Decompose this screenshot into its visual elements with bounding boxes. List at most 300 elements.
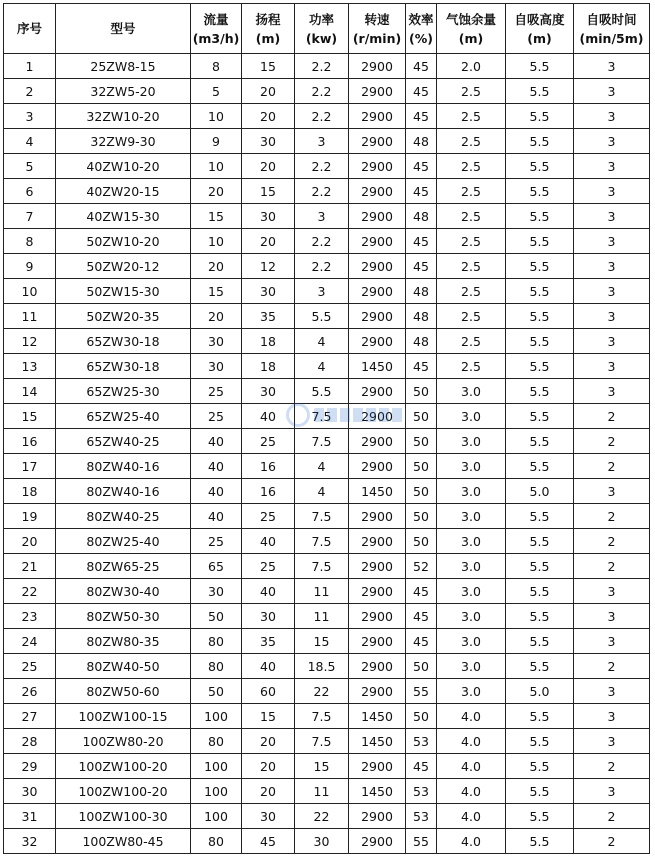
table-cell: 50 [406,404,437,429]
table-cell: 5.5 [506,104,574,129]
table-cell: 3 [574,154,650,179]
table-cell: 11 [295,579,349,604]
table-cell: 7.5 [295,704,349,729]
table-cell: 80ZW50-30 [56,604,191,629]
table-row [4,179,650,204]
table-cell: 5 [4,154,56,179]
table-cell: 45 [242,829,295,854]
table-cell: 45 [406,229,437,254]
table-cell: 3 [574,579,650,604]
table-cell: 5.5 [506,304,574,329]
table-cell: 2900 [349,179,406,204]
table-cell: 20 [242,104,295,129]
table-cell: 50 [191,679,242,704]
table-cell: 25 [4,654,56,679]
table-cell: 48 [406,279,437,304]
table-cell: 12 [242,254,295,279]
table-cell: 100ZW100-30 [56,804,191,829]
table-cell: 3.0 [437,654,506,679]
table-cell: 11 [295,779,349,804]
table-cell: 25 [242,429,295,454]
table-cell: 3 [574,604,650,629]
table-cell: 50ZW20-12 [56,254,191,279]
table-cell: 3 [295,129,349,154]
table-cell: 15 [242,54,295,79]
table-cell: 16 [242,454,295,479]
table-cell: 5.5 [506,504,574,529]
table-cell: 5.5 [506,554,574,579]
table-cell: 2 [574,829,650,854]
table-cell: 2900 [349,254,406,279]
table-cell: 80 [191,829,242,854]
table-cell: 15 [242,704,295,729]
table-cell: 3 [574,329,650,354]
table-cell: 3 [4,104,56,129]
table-cell: 35 [242,629,295,654]
table-cell: 2900 [349,579,406,604]
table-cell: 15 [295,754,349,779]
table-cell: 1 [4,54,56,79]
table-cell: 2900 [349,104,406,129]
table-cell: 2 [574,754,650,779]
column-header-label: 气蚀余量 [445,11,496,27]
table-cell: 12 [4,329,56,354]
table-row [4,454,650,479]
table-cell: 3.0 [437,504,506,529]
column-header-label: 转速 [364,11,390,27]
table-cell: 6 [4,179,56,204]
table-cell: 8 [4,229,56,254]
table-cell: 80ZW40-16 [56,479,191,504]
table-cell: 3.0 [437,379,506,404]
table-cell: 2900 [349,154,406,179]
table-cell: 3 [574,354,650,379]
table-row [4,129,650,154]
table-cell: 7.5 [295,504,349,529]
table-row [4,829,650,854]
table-row [4,554,650,579]
table-cell: 20 [4,529,56,554]
table-cell: 30 [191,579,242,604]
table-cell: 2 [574,404,650,429]
table-cell: 40 [242,654,295,679]
table-row [4,204,650,229]
table-cell: 45 [406,54,437,79]
table-cell: 2900 [349,679,406,704]
table-cell: 45 [406,629,437,654]
table-cell: 22 [4,579,56,604]
table-cell: 40 [242,529,295,554]
column-header-label: 功率 [308,11,334,27]
table-cell: 52 [406,554,437,579]
table-body [4,54,650,854]
table-cell: 2.5 [437,204,506,229]
table-cell: 20 [242,154,295,179]
table-cell: 80ZW80-35 [56,629,191,654]
table-cell: 48 [406,129,437,154]
table-cell: 2 [574,429,650,454]
table-cell: 25ZW8-15 [56,54,191,79]
table-cell: 9 [191,129,242,154]
table-cell: 3 [574,279,650,304]
table-cell: 18 [4,479,56,504]
table-cell: 16 [4,429,56,454]
table-cell: 5.5 [506,654,574,679]
table-cell: 53 [406,779,437,804]
table-cell: 80ZW40-16 [56,454,191,479]
column-header-unit: (min/5m) [579,30,644,46]
table-cell: 3.0 [437,454,506,479]
table-cell: 100 [191,704,242,729]
table-cell: 10 [191,104,242,129]
table-cell: 2 [4,79,56,104]
column-header [295,4,349,54]
column-header [574,4,650,54]
table-cell: 2900 [349,204,406,229]
table-cell: 15 [191,204,242,229]
table-cell: 3 [574,104,650,129]
column-header-unit: (m) [458,30,484,46]
table-cell: 45 [406,354,437,379]
table-cell: 65ZW30-18 [56,329,191,354]
table-cell: 16 [242,479,295,504]
pump-spec-table [3,3,650,854]
table-cell: 13 [4,354,56,379]
table-cell: 100ZW80-20 [56,729,191,754]
table-cell: 80 [191,654,242,679]
table-cell: 2.5 [437,179,506,204]
table-row [4,729,650,754]
table-row [4,579,650,604]
table-cell: 26 [4,679,56,704]
table-cell: 3 [574,229,650,254]
table-cell: 45 [406,79,437,104]
table-cell: 40ZW15-30 [56,204,191,229]
table-cell: 40 [191,479,242,504]
table-cell: 30 [191,329,242,354]
table-cell: 2900 [349,379,406,404]
table-cell: 80ZW40-50 [56,654,191,679]
table-cell: 32ZW9-30 [56,129,191,154]
table-cell: 5.5 [506,454,574,479]
table-cell: 1450 [349,354,406,379]
table-cell: 2900 [349,279,406,304]
column-header-unit: (m) [527,30,552,46]
table-row [4,704,650,729]
table-cell: 7.5 [295,729,349,754]
table-cell: 3 [574,629,650,654]
table-cell: 5.5 [506,429,574,454]
table-cell: 20 [191,254,242,279]
table-row [4,79,650,104]
table-cell: 30 [242,204,295,229]
table-cell: 31 [4,804,56,829]
table-cell: 10 [4,279,56,304]
table-cell: 1450 [349,779,406,804]
table-cell: 2900 [349,804,406,829]
table-cell: 80ZW40-25 [56,504,191,529]
table-cell: 3.0 [437,679,506,704]
table-cell: 30 [242,279,295,304]
table-cell: 30 [4,779,56,804]
column-header-label: 流量 [203,11,229,27]
table-cell: 17 [4,454,56,479]
table-cell: 32ZW10-20 [56,104,191,129]
table-cell: 50 [406,479,437,504]
table-cell: 2900 [349,829,406,854]
table-cell: 2.2 [295,154,349,179]
table-cell: 4 [295,329,349,354]
table-cell: 20 [242,79,295,104]
table-cell: 50 [406,379,437,404]
column-header [437,4,506,54]
table-cell: 5.0 [506,479,574,504]
table-cell: 14 [4,379,56,404]
table-cell: 80ZW50-60 [56,679,191,704]
table-cell: 5.5 [506,629,574,654]
table-cell: 60 [242,679,295,704]
table-cell: 5.5 [506,754,574,779]
table-cell: 5.5 [506,129,574,154]
table-cell: 20 [242,779,295,804]
table-cell: 3.0 [437,629,506,654]
table-cell: 2900 [349,629,406,654]
table-cell: 45 [406,104,437,129]
table-row [4,679,650,704]
table-cell: 20 [191,304,242,329]
table-cell: 3.0 [437,604,506,629]
table-cell: 32ZW5-20 [56,79,191,104]
table-cell: 2900 [349,529,406,554]
table-cell: 45 [406,179,437,204]
table-cell: 80ZW65-25 [56,554,191,579]
table-cell: 3.0 [437,404,506,429]
table-cell: 15 [295,629,349,654]
table-cell: 5.5 [506,354,574,379]
table-cell: 40 [242,579,295,604]
table-cell: 5.5 [506,529,574,554]
table-cell: 40ZW20-15 [56,179,191,204]
column-header-label: 扬程 [255,11,281,27]
table-cell: 2.2 [295,179,349,204]
table-cell: 40 [191,454,242,479]
table-cell: 5.5 [506,829,574,854]
table-row [4,354,650,379]
table-cell: 2.2 [295,54,349,79]
table-cell: 2 [574,804,650,829]
table-cell: 4.0 [437,729,506,754]
table-cell: 5.5 [506,704,574,729]
table-cell: 4 [4,129,56,154]
table-row [4,654,650,679]
table-cell: 65ZW25-30 [56,379,191,404]
table-cell: 48 [406,204,437,229]
table-row [4,54,650,79]
table-cell: 50ZW10-20 [56,229,191,254]
table-cell: 24 [4,629,56,654]
column-header [242,4,295,54]
table-cell: 2.5 [437,279,506,304]
column-header-unit: (m3/h) [192,30,240,46]
table-cell: 65 [191,554,242,579]
table-cell: 1450 [349,704,406,729]
table-cell: 25 [191,404,242,429]
table-row [4,304,650,329]
table-cell: 40 [191,504,242,529]
table-cell: 5.5 [506,604,574,629]
table-cell: 30 [295,829,349,854]
table-cell: 7.5 [295,529,349,554]
column-header [349,4,406,54]
table-cell: 3 [574,679,650,704]
table-cell: 65ZW40-25 [56,429,191,454]
table-cell: 30 [242,604,295,629]
table-row [4,279,650,304]
table-cell: 18 [242,354,295,379]
table-cell: 1450 [349,479,406,504]
table-cell: 10 [191,154,242,179]
table-cell: 100 [191,779,242,804]
table-cell: 7.5 [295,429,349,454]
table-cell: 50ZW15-30 [56,279,191,304]
table-cell: 2 [574,654,650,679]
table-cell: 3 [574,729,650,754]
table-cell: 2.0 [437,54,506,79]
table-row [4,429,650,454]
table-cell: 4.0 [437,804,506,829]
column-header [506,4,574,54]
table-cell: 2900 [349,304,406,329]
table-cell: 7 [4,204,56,229]
table-cell: 5.5 [506,579,574,604]
table-row [4,379,650,404]
table-cell: 2.5 [437,129,506,154]
table-cell: 2900 [349,229,406,254]
column-header-unit: (r/min) [352,30,402,46]
table-cell: 2900 [349,554,406,579]
table-row [4,779,650,804]
table-cell: 40ZW10-20 [56,154,191,179]
table-cell: 2 [574,529,650,554]
table-cell: 20 [191,179,242,204]
table-cell: 2.2 [295,104,349,129]
table-cell: 2.5 [437,329,506,354]
table-cell: 50 [406,529,437,554]
table-cell: 100ZW80-45 [56,829,191,854]
table-cell: 5.5 [506,379,574,404]
table-cell: 25 [191,529,242,554]
table-cell: 55 [406,679,437,704]
table-cell: 5.5 [506,779,574,804]
table-cell: 5.5 [506,254,574,279]
table-cell: 100ZW100-20 [56,779,191,804]
table-cell: 27 [4,704,56,729]
table-cell: 20 [242,754,295,779]
table-cell: 45 [406,754,437,779]
table-cell: 50 [406,504,437,529]
table-cell: 2900 [349,504,406,529]
table-cell: 65ZW30-18 [56,354,191,379]
table-row [4,229,650,254]
table-cell: 15 [242,179,295,204]
table-row [4,154,650,179]
table-cell: 22 [295,804,349,829]
table-cell: 30 [242,129,295,154]
table-cell: 100 [191,804,242,829]
table-cell: 2 [574,454,650,479]
table-cell: 3 [574,54,650,79]
table-cell: 5 [191,79,242,104]
table-cell: 2900 [349,54,406,79]
table-row [4,629,650,654]
table-cell: 30 [191,354,242,379]
table-cell: 2.2 [295,254,349,279]
table-cell: 30 [242,804,295,829]
column-header [56,4,191,54]
table-cell: 2.5 [437,254,506,279]
table-cell: 3 [574,379,650,404]
table-cell: 48 [406,329,437,354]
table-cell: 40 [242,404,295,429]
table-row [4,254,650,279]
table-cell: 2.5 [437,229,506,254]
table-cell: 2900 [349,454,406,479]
table-cell: 3 [574,79,650,104]
table-cell: 40 [191,429,242,454]
table-cell: 5.5 [506,229,574,254]
table-cell: 5.5 [295,379,349,404]
column-header [406,4,437,54]
table-cell: 32 [4,829,56,854]
table-cell: 35 [242,304,295,329]
table-cell: 55 [406,829,437,854]
table-cell: 5.5 [506,54,574,79]
table-cell: 5.5 [506,179,574,204]
column-header-unit: (kw) [305,30,338,46]
table-cell: 19 [4,504,56,529]
table-cell: 5.5 [506,729,574,754]
table-cell: 5.5 [295,304,349,329]
table-cell: 11 [295,604,349,629]
table-cell: 25 [242,554,295,579]
table-cell: 18.5 [295,654,349,679]
column-header-unit: (m) [255,30,281,46]
table-cell: 4.0 [437,704,506,729]
table-cell: 53 [406,729,437,754]
table-cell: 2.5 [437,304,506,329]
table-cell: 50 [406,704,437,729]
table-cell: 45 [406,254,437,279]
table-cell: 3 [574,304,650,329]
table-cell: 29 [4,754,56,779]
table-cell: 3.0 [437,579,506,604]
table-cell: 5.5 [506,404,574,429]
column-header-unit: (%) [409,30,433,46]
table-row [4,529,650,554]
table-cell: 5.0 [506,679,574,704]
table-cell: 2900 [349,654,406,679]
table-cell: 2.5 [437,79,506,104]
table-cell: 2.2 [295,79,349,104]
table-cell: 50 [191,604,242,629]
table-cell: 100 [191,754,242,779]
table-cell: 4 [295,479,349,504]
table-cell: 30 [242,379,295,404]
table-cell: 9 [4,254,56,279]
table-cell: 2900 [349,429,406,454]
table-cell: 50 [406,654,437,679]
table-cell: 7.5 [295,554,349,579]
